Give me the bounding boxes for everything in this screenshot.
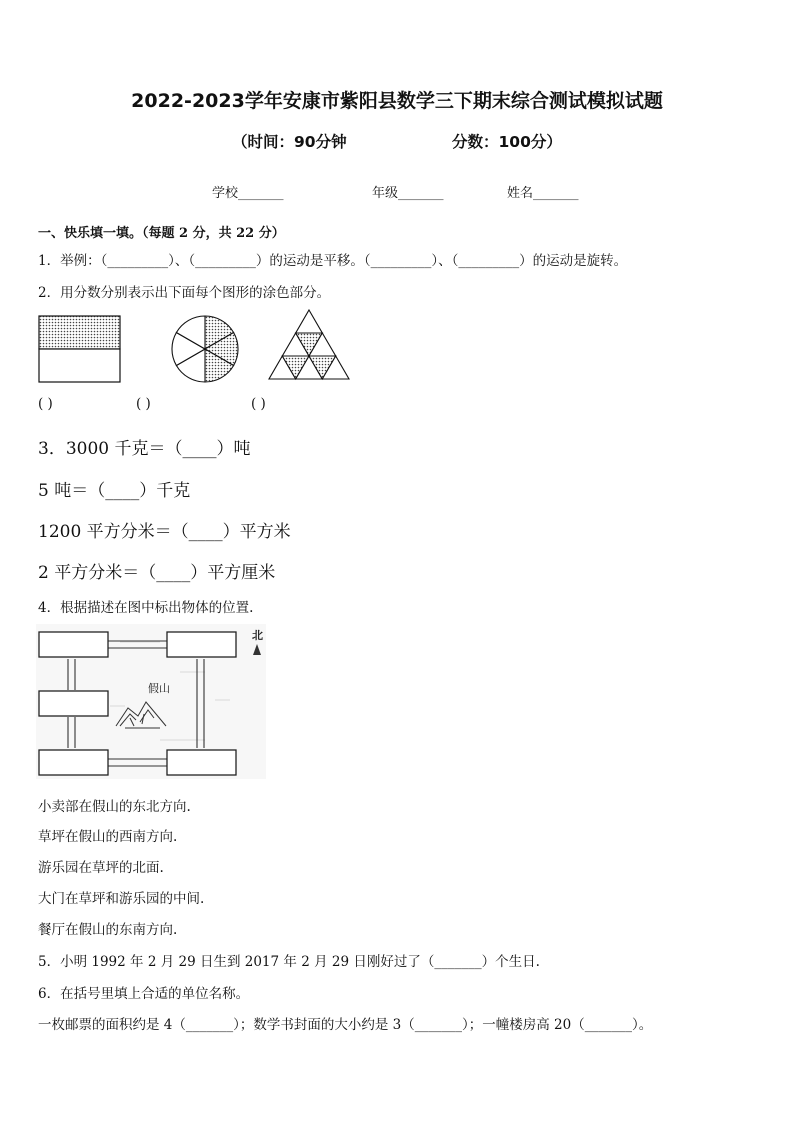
rectangle-figure <box>39 316 120 382</box>
question-3-line-1: 3．3000 千克＝（____）吨 <box>38 439 251 459</box>
question-1: 1．举例：（_________）、（_________）的运动是平移。（_________）、（_________）的运动是旋转。 <box>38 253 628 269</box>
time-label: （时间：90分钟 <box>232 133 347 151</box>
statement-1: 小卖部在假山的东北方向. <box>38 799 191 815</box>
page-title: 2022-2023学年安康市紫阳县数学三下期末综合测试模拟试题 <box>131 90 663 112</box>
map-hill-label: 假山 <box>148 682 170 695</box>
section-heading: 一、快乐填一填。（每题 2 分，共 22 分） <box>38 226 285 241</box>
statement-2: 草坪在假山的西南方向. <box>38 829 178 845</box>
question-3-line-4: 2 平方分米＝（____）平方厘米 <box>38 563 276 583</box>
map-north-label: 北 <box>252 629 263 642</box>
question-5: 5．小明 1992 年 2 月 29 日生到 2017 年 2 月 29 日刚好过了（_______）个生日. <box>38 954 540 970</box>
school-field: 学校_______ <box>212 186 284 201</box>
answer-triangle: ( ) <box>251 396 266 412</box>
name-field: 姓名_______ <box>507 186 579 201</box>
map-boxes <box>39 632 236 775</box>
triangle-figure <box>269 310 349 379</box>
north-arrow-icon <box>253 644 261 655</box>
score-label: 分数：100分） <box>452 133 562 151</box>
question-4: 4．根据描述在图中标出物体的位置. <box>38 600 254 616</box>
question-2: 2．用分数分别表示出下面每个图形的涂色部分。 <box>38 285 331 301</box>
question-6-line: 一枚邮票的面积约是 4（_______）；数学书封面的大小约是 3（_______）；一幢楼房高 20（_______）。 <box>38 1017 653 1033</box>
question-6: 6．在括号里填上合适的单位名称。 <box>38 986 250 1002</box>
question-3-line-2: 5 吨＝（____）千克 <box>38 481 191 501</box>
statement-3: 游乐园在草坪的北面. <box>38 860 164 876</box>
statement-5: 餐厅在假山的东南方向. <box>38 922 178 938</box>
statement-4: 大门在草坪和游乐园的中间. <box>38 891 205 907</box>
answer-rectangle: ( ) <box>38 396 53 412</box>
fraction-figures <box>30 306 390 386</box>
circle-figure <box>172 316 238 382</box>
park-map <box>30 622 270 782</box>
grade-field: 年级_______ <box>372 186 444 201</box>
question-3-line-3: 1200 平方分米＝（____）平方米 <box>38 522 291 542</box>
answer-circle: ( ) <box>136 396 151 412</box>
